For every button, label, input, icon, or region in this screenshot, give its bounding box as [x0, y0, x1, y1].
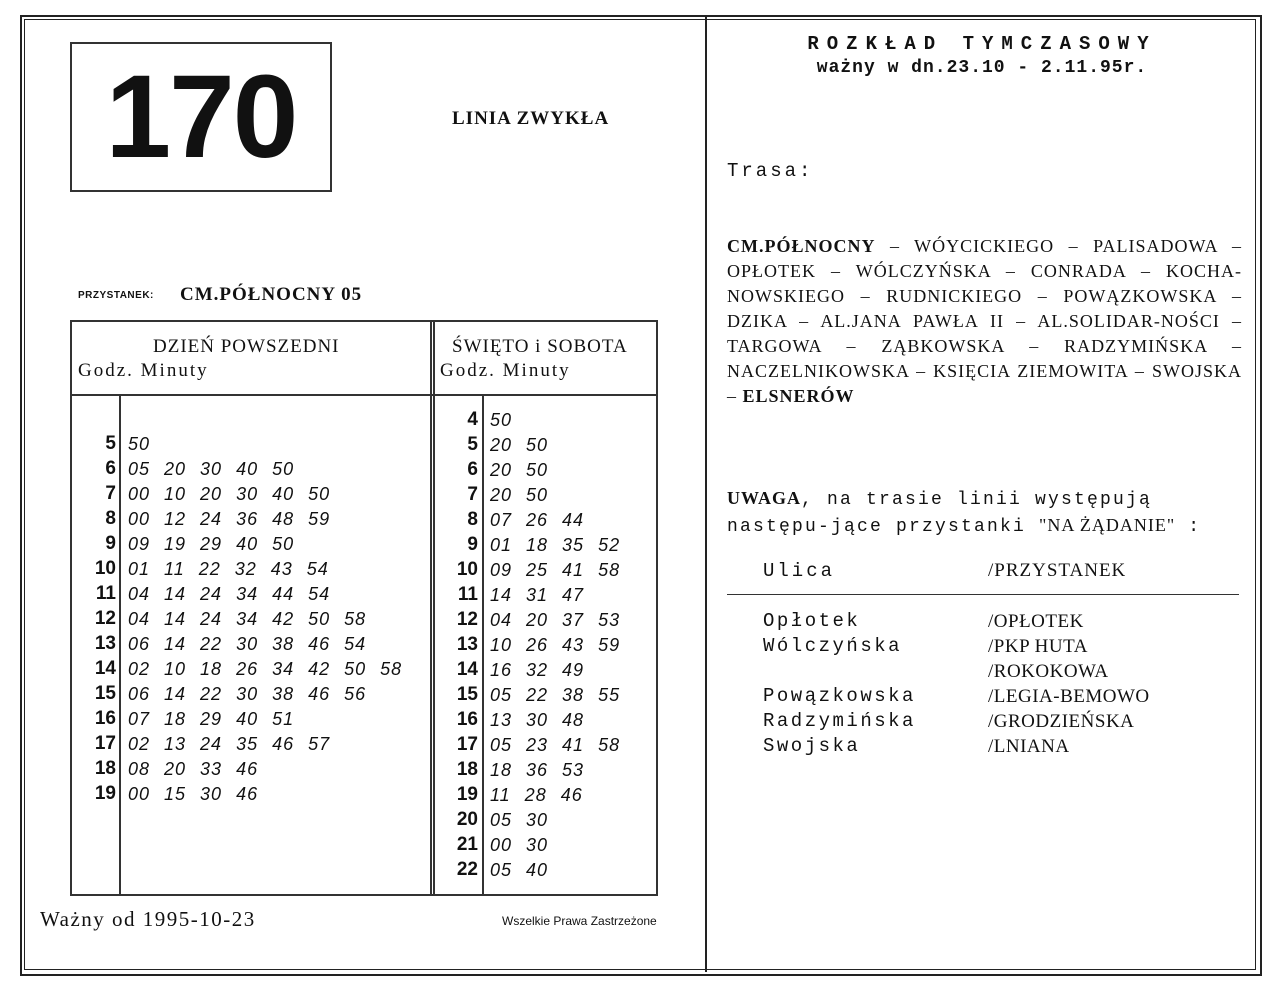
holiday-minutes: 50 — [490, 410, 513, 430]
holiday-hour: 4 — [467, 409, 478, 430]
holiday-minutes: 20 50 — [490, 485, 549, 505]
schedule-validity: ważny w dn.23.10 - 2.11.95r. — [816, 58, 1148, 78]
weekday-minutes: 04 14 24 34 44 54 — [128, 584, 331, 604]
holiday-hour: 11 — [457, 584, 478, 605]
holiday-hour-rule — [482, 394, 484, 896]
weekday-minutes: 05 20 30 40 50 — [128, 459, 295, 479]
weekday-minutes: 09 19 29 40 50 — [128, 534, 295, 554]
stops-header-stop: /PRZYSTANEK — [988, 560, 1127, 581]
holiday-minutes: 16 32 49 — [490, 660, 585, 680]
holiday-minutes: 00 30 — [490, 835, 549, 855]
weekday-hour: 7 — [105, 483, 116, 504]
weekday-hour: 16 — [94, 708, 116, 729]
holiday-hour: 7 — [467, 484, 478, 505]
weekday-minutes: 50 — [128, 434, 151, 454]
holiday-minutes: 14 31 47 — [490, 585, 585, 605]
holiday-minutes: 11 28 46 — [490, 785, 583, 805]
weekday-hour: 6 — [105, 458, 116, 479]
stop-name-entry: /LEGIA-BEMOWO — [988, 686, 1150, 707]
weekday-minutes: 06 14 22 30 38 46 54 — [128, 634, 367, 654]
holiday-title: ŚWIĘTO i SOBOTA — [452, 336, 628, 357]
stops-header-rule — [727, 594, 1239, 595]
stops-header-street: Ulica — [763, 560, 836, 582]
weekday-minutes: 00 12 24 36 48 59 — [128, 509, 331, 529]
stop-name-entry: /PKP HUTA — [988, 636, 1088, 657]
stop-street: Powązkowska — [763, 685, 916, 707]
stop-name: CM.PÓŁNOCNY 05 — [180, 284, 363, 305]
weekday-hour: 5 — [105, 433, 116, 454]
holiday-hour: 18 — [456, 759, 478, 780]
notice-text: , na trasie linii występują następu-jące przystanki — [727, 490, 1153, 537]
schedule-title: ROZKŁAD TYMCZASOWY — [807, 33, 1157, 55]
weekday-hour: 19 — [94, 783, 116, 804]
holiday-hour: 13 — [456, 634, 478, 655]
weekday-minutes: 02 10 18 26 34 42 50 58 — [128, 659, 403, 679]
weekday-hour: 17 — [94, 733, 116, 754]
notice-suffix: : — [1175, 517, 1202, 537]
holiday-minutes: 05 30 — [490, 810, 549, 830]
on-request-notice — [727, 486, 1242, 540]
holiday-minutes: 18 36 53 — [490, 760, 585, 780]
holiday-hour: 21 — [456, 834, 478, 855]
weekday-subheader: Godz. Minuty — [78, 360, 209, 381]
route-description — [727, 234, 1242, 409]
weekday-hour: 10 — [94, 558, 116, 579]
stop-label: PRZYSTANEK: — [78, 290, 154, 301]
weekday-hour: 14 — [94, 658, 116, 679]
weekday-hour: 9 — [105, 533, 116, 554]
timetable-header-rule — [70, 394, 658, 396]
holiday-minutes: 05 22 38 55 — [490, 685, 621, 705]
holiday-hour: 19 — [456, 784, 478, 805]
holiday-hour: 17 — [456, 734, 478, 755]
holiday-minutes: 05 40 — [490, 860, 549, 880]
line-number-box — [70, 42, 332, 192]
weekday-hour: 11 — [95, 583, 116, 604]
stop-name-entry: /LNIANA — [988, 736, 1070, 757]
holiday-hour: 5 — [467, 434, 478, 455]
route-last-stop: ELSNERÓW — [742, 386, 855, 406]
holiday-hour: 14 — [456, 659, 478, 680]
holiday-minutes: 01 18 35 52 — [490, 535, 621, 555]
stop-name-entry: /OPŁOTEK — [988, 611, 1084, 632]
stop-name-entry: /ROKOKOWA — [988, 661, 1109, 682]
holiday-hour: 16 — [456, 709, 478, 730]
holiday-hour: 8 — [467, 509, 478, 530]
weekday-minutes: 01 11 22 32 43 54 — [128, 559, 329, 579]
weekday-hour: 15 — [94, 683, 116, 704]
weekday-title: DZIEŃ POWSZEDNI — [153, 336, 340, 357]
weekday-minutes: 04 14 24 34 42 50 58 — [128, 609, 367, 629]
holiday-hour: 20 — [456, 809, 478, 830]
holiday-hour: 15 — [456, 684, 478, 705]
line-type: LINIA ZWYKŁA — [452, 108, 610, 129]
holiday-hour: 22 — [456, 859, 478, 880]
stop-street: Swojska — [763, 735, 861, 757]
holiday-minutes: 10 26 43 59 — [490, 635, 621, 655]
notice-quoted: "NA ŻĄDANIE" — [1039, 515, 1176, 535]
route-middle: – WÓYCICKIEGO – PALISADOWA – OPŁOTEK – WÓLCZYŃSKA – CONRADA – KOCHA-NOWSKIEGO – RUDNICKIEGO – POWĄZKOWSKA – DZIKA – AL.JANA PAWŁA II – AL.SOLIDAR-NOŚCI – TARGOWA – ZĄBKOWSKA – RADZYMIŃSKA – NACZELNIKOWSKA – KSIĘCIA ZIEMOWITA – SWOJSKA – — [727, 236, 1242, 406]
holiday-minutes: 20 50 — [490, 435, 549, 455]
holiday-minutes: 09 25 41 58 — [490, 560, 621, 580]
holiday-minutes: 05 23 41 58 — [490, 735, 621, 755]
weekday-minutes: 08 20 33 46 — [128, 759, 259, 779]
holiday-hour: 10 — [456, 559, 478, 580]
holiday-minutes: 04 20 37 53 — [490, 610, 621, 630]
holiday-hour: 9 — [467, 534, 478, 555]
holiday-minutes: 20 50 — [490, 460, 549, 480]
weekday-minutes: 07 18 29 40 51 — [128, 709, 295, 729]
valid-from: Ważny od 1995-10-23 — [40, 907, 256, 931]
notice-prefix: UWAGA — [727, 488, 802, 508]
weekday-hour: 12 — [94, 608, 116, 629]
rights-notice: Wszelkie Prawa Zastrzeżone — [502, 914, 657, 928]
holiday-subheader: Godz. Minuty — [440, 360, 571, 381]
weekday-hour-rule — [119, 394, 121, 896]
holiday-hour: 12 — [456, 609, 478, 630]
weekday-hour: 8 — [105, 508, 116, 529]
route-label: Trasa: — [727, 160, 814, 182]
page-divider — [705, 17, 707, 972]
holiday-minutes: 13 30 48 — [490, 710, 585, 730]
weekday-minutes: 06 14 22 30 38 46 56 — [128, 684, 367, 704]
line-number: 170 — [105, 51, 297, 183]
stop-street: Opłotek — [763, 610, 861, 632]
stop-street: Wólczyńska — [763, 635, 903, 657]
weekday-minutes: 00 10 20 30 40 50 — [128, 484, 331, 504]
weekday-minutes: 00 15 30 46 — [128, 784, 259, 804]
holiday-hour: 6 — [467, 459, 478, 480]
weekday-minutes: 02 13 24 35 46 57 — [128, 734, 331, 754]
stop-street: Radzymińska — [763, 710, 916, 732]
stop-name-entry: /GRODZIEŃSKA — [988, 711, 1135, 732]
route-first-stop: CM.PÓŁNOCNY — [727, 236, 876, 256]
holiday-minutes: 07 26 44 — [490, 510, 585, 530]
weekday-hour: 13 — [94, 633, 116, 654]
weekday-hour: 18 — [94, 758, 116, 779]
